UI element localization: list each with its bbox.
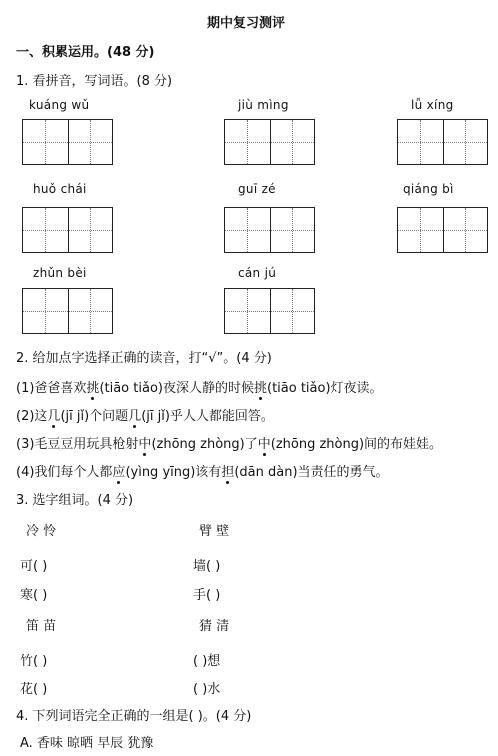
question-3-label: 3. 选字组词。(4 分) xyxy=(16,493,134,508)
question-4-label: 4. 下列词语完全正确的一组是( )。(4 分) xyxy=(16,709,252,724)
text-segment: (zhōng zhòng)间的布娃娃。 xyxy=(270,437,443,452)
option-a[interactable]: A. 香味 晾晒 早辰 犹豫 xyxy=(20,736,154,751)
pinyin-label: huǒ chái xyxy=(33,182,87,196)
text-segment: (3)毛豆豆用玩具枪射 xyxy=(16,437,139,452)
writing-grid[interactable] xyxy=(397,119,488,165)
text-segment: (dān dàn)当责任的勇气。 xyxy=(234,465,389,480)
emphasized-char: 中 xyxy=(138,437,152,452)
char-pair: 臂 壁 xyxy=(199,524,230,539)
question-2-line xyxy=(16,433,442,452)
text-segment: (2)这 xyxy=(16,409,48,424)
pinyin-label: kuáng wǔ xyxy=(29,98,90,112)
question-2-line xyxy=(16,377,383,396)
writing-grid[interactable] xyxy=(22,288,113,334)
char-pair: 猜 清 xyxy=(199,619,230,634)
pinyin-label: jiù mìng xyxy=(238,98,289,112)
fill-blank[interactable]: ( )水 xyxy=(193,682,221,697)
text-segment: (jī jǐ)个问题 xyxy=(60,409,129,424)
writing-grid[interactable] xyxy=(224,207,315,253)
emphasized-char: 几 xyxy=(128,409,142,424)
pinyin-label: cán jú xyxy=(238,266,277,280)
emphasized-char: 挑 xyxy=(86,381,100,396)
fill-blank[interactable]: 可( ) xyxy=(20,559,48,574)
question-2-line xyxy=(16,405,274,424)
text-segment: (tiāo tiǎo)夜深人静的时候 xyxy=(99,381,254,396)
text-segment: (tiāo tiǎo)灯夜读。 xyxy=(267,381,383,396)
emphasized-char: 中 xyxy=(257,437,271,452)
text-segment: (zhōng zhòng)了 xyxy=(151,437,258,452)
pinyin-label: guī zé xyxy=(238,182,276,196)
fill-blank[interactable]: 寒( ) xyxy=(20,588,48,603)
fill-blank[interactable]: 竹( ) xyxy=(20,654,48,669)
text-segment: (jī jǐ)乎人人都能回答。 xyxy=(141,409,274,424)
emphasized-char: 应 xyxy=(112,465,126,480)
page-title: 期中复习测评 xyxy=(207,16,286,31)
pinyin-label: lǚ xíng xyxy=(411,98,454,112)
text-segment: (1)爸爸喜欢 xyxy=(16,381,87,396)
fill-blank[interactable]: 手( ) xyxy=(193,588,221,603)
text-segment: (4)我们每个人都 xyxy=(16,465,113,480)
question-2-line xyxy=(16,461,389,480)
question-2-label: 2. 给加点字选择正确的读音，打“√”。(4 分) xyxy=(16,351,272,366)
emphasized-char: 挑 xyxy=(253,381,267,396)
char-pair: 笛 苗 xyxy=(26,619,57,634)
writing-grid[interactable] xyxy=(224,119,315,165)
fill-blank[interactable]: 花( ) xyxy=(20,682,48,697)
char-pair: 冷 怜 xyxy=(26,524,57,539)
writing-grid[interactable] xyxy=(397,207,488,253)
writing-grid[interactable] xyxy=(224,288,315,334)
emphasized-char: 担 xyxy=(221,465,235,480)
pinyin-label: zhǔn bèi xyxy=(33,266,87,280)
writing-grid[interactable] xyxy=(22,119,113,165)
writing-grid[interactable] xyxy=(22,207,113,253)
text-segment: (yìng yīng)该有 xyxy=(125,465,222,480)
pinyin-label: qiáng bì xyxy=(403,182,454,196)
section-heading: 一、积累运用。(48 分) xyxy=(16,45,155,60)
emphasized-char: 几 xyxy=(47,409,61,424)
question-1-label: 1. 看拼音，写词语。(8 分) xyxy=(16,74,173,89)
fill-blank[interactable]: ( )想 xyxy=(193,654,221,669)
fill-blank[interactable]: 墙( ) xyxy=(193,559,221,574)
